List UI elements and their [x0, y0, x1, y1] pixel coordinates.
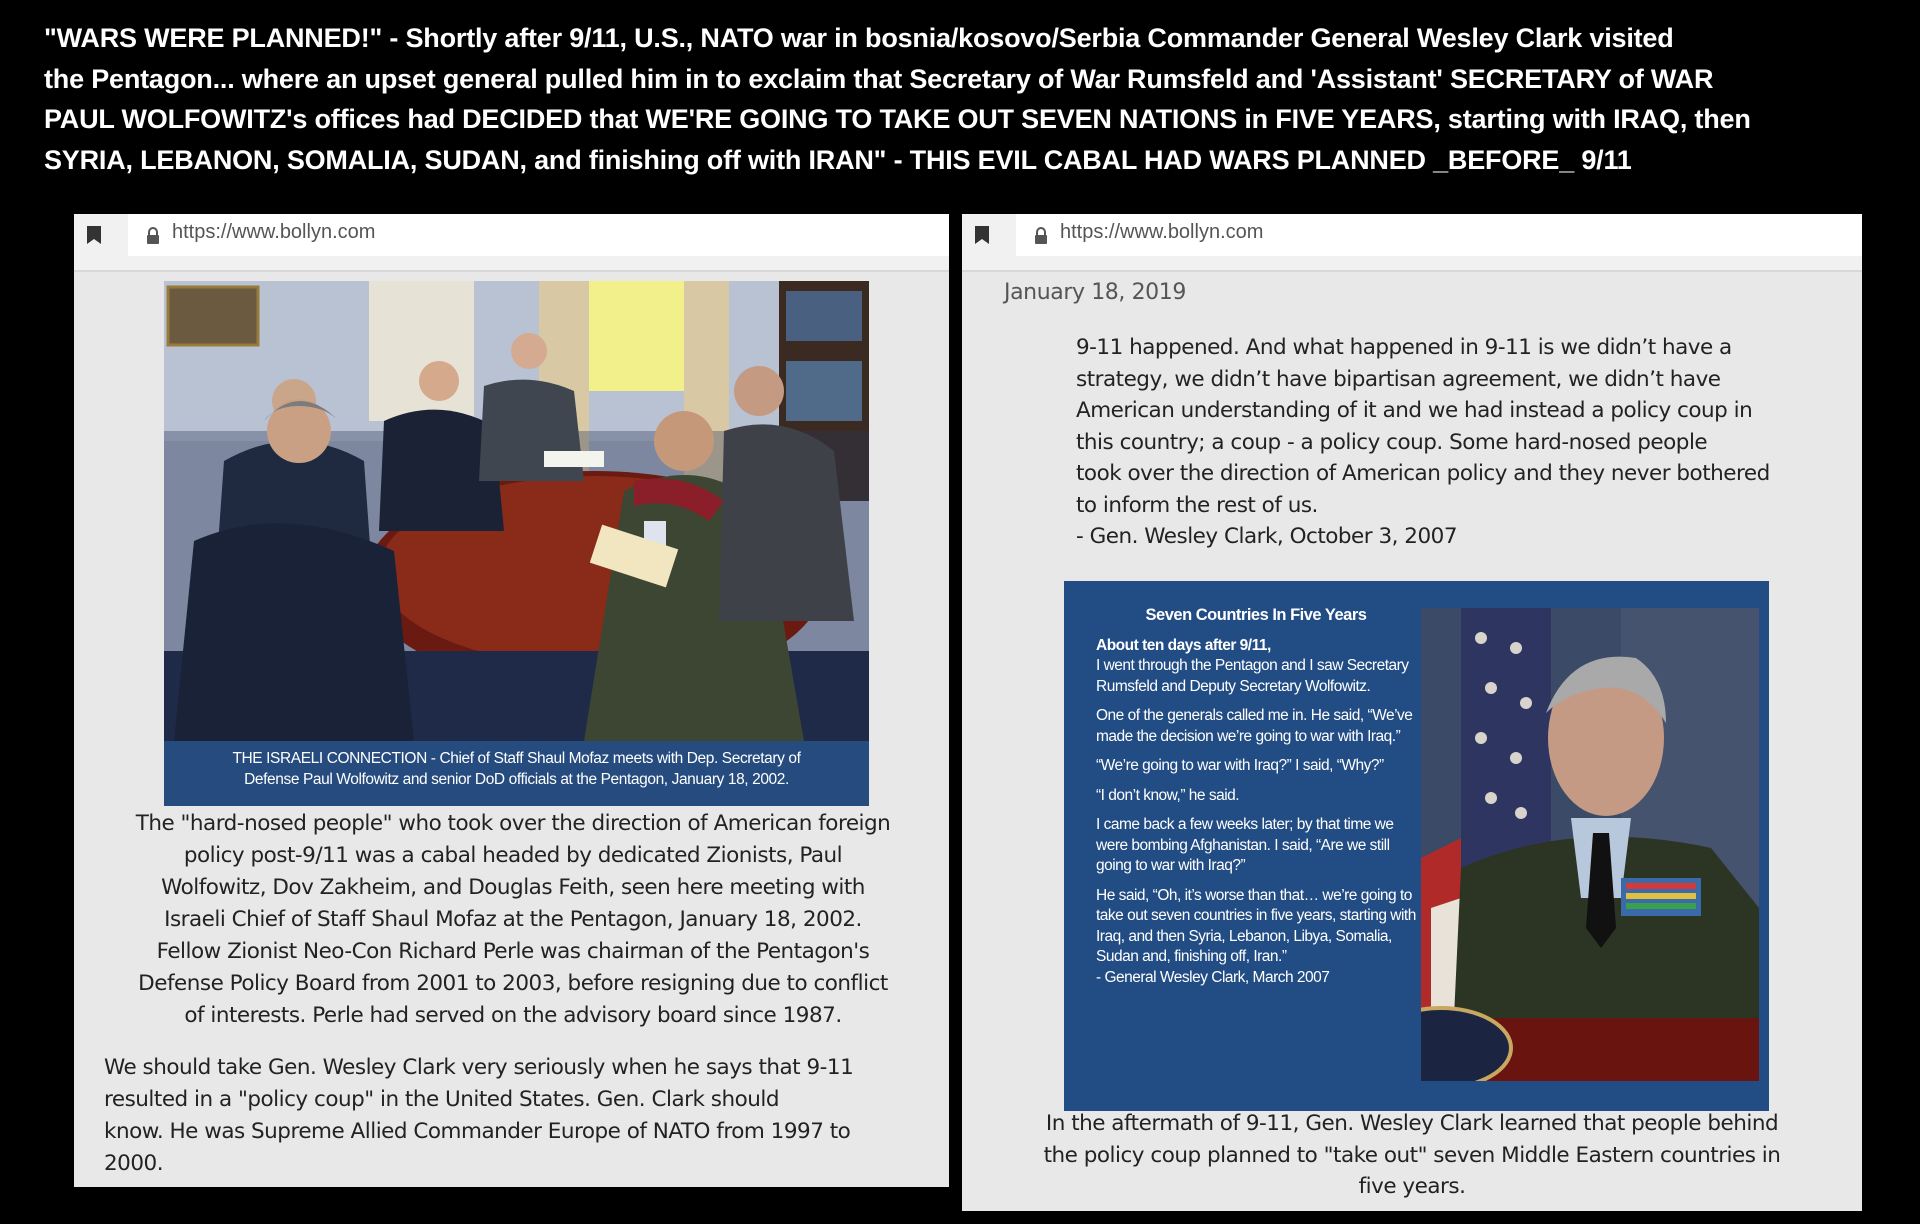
text-line: resulted in a "policy coup" in the United States. Gen. Clark should — [104, 1087, 779, 1112]
box-paragraph — [1096, 636, 1416, 698]
text-line: of interests. Perle had served on the advisory board since 1987. — [184, 1003, 842, 1028]
headline-line: "WARS WERE PLANNED!" - Shortly after 9/11, U.S., NATO war in bosnia/kosovo/Serbia Commander General Wesley Clark visited — [44, 23, 1674, 53]
text-line: took over the direction of American policy and they never bothered — [1076, 461, 1770, 486]
post-date: January 18, 2019 — [1004, 280, 1186, 305]
pentagon-meeting-photo — [164, 281, 869, 741]
bookmark-icon[interactable] — [974, 225, 990, 245]
text-line: In the aftermath of 9-11, Gen. Wesley Clark learned that people behind — [1045, 1111, 1779, 1136]
url-field[interactable] — [1016, 214, 1862, 256]
box-attribution: - General Wesley Clark, March 2007 — [1096, 968, 1330, 986]
box-title: Seven Countries In Five Years — [1145, 606, 1367, 624]
text-line: Defense Policy Board from 2001 to 2003, before resigning due to conflict — [138, 971, 888, 996]
bookmark-icon[interactable] — [86, 225, 102, 245]
photo-caption — [164, 741, 869, 806]
url-text: https://www.bollyn.com — [172, 221, 376, 243]
box-paragraph: “We’re going to war with Iraq?” I said, “Why?” — [1096, 757, 1384, 774]
url-field[interactable] — [128, 214, 949, 256]
url-text: https://www.bollyn.com — [1060, 221, 1264, 243]
text-line: Fellow Zionist Neo-Con Richard Perle was chairman of the Pentagon's — [156, 939, 870, 964]
text-line: strategy, we didn’t have bipartisan agreement, we didn’t have — [1076, 366, 1721, 392]
quote-attribution: - Gen. Wesley Clark, October 3, 2007 — [1076, 524, 1458, 549]
text-line: American understanding of it and we had instead a policy coup in — [1076, 398, 1753, 423]
left-browser-screenshot — [74, 214, 949, 1187]
lock-icon — [1034, 227, 1048, 245]
text-line: 2000. — [104, 1151, 164, 1176]
text-line: 9-11 happened. And what happened in 9-11 is we didn’t have a — [1076, 335, 1732, 360]
box-text-p6: He said, “Oh, it’s worse than that… we’re going to take out seven countries in five years, starting with Iraq, and then Syria, Lebanon, Libya, Somalia, Sudan and, finishing off, Iran.” — [1096, 886, 1416, 965]
address-bar — [962, 214, 1862, 272]
general-clark-photo — [1421, 608, 1759, 1081]
box-intro: I went through the Pentagon and I saw Secretary Rumsfeld and Deputy Secretary Wolfowitz. — [1096, 657, 1409, 695]
headline-line: PAUL WOLFOWITZ's offices had DECIDED that WE'RE GOING TO TAKE OUT SEVEN NATIONS in FIVE YEARS, starting with IRAQ, then — [44, 104, 1751, 134]
right-browser-screenshot — [962, 214, 1862, 1211]
box-paragraph: “I don’t know,” he said. — [1096, 786, 1240, 804]
lock-icon — [146, 227, 160, 245]
headline — [44, 18, 1894, 180]
text-line: this country; a coup - a policy coup. Some hard-nosed people — [1076, 429, 1708, 455]
address-bar — [74, 214, 949, 272]
headline-line: SYRIA, LEBANON, SOMALIA, SUDAN, and finishing off with IRAN" - THIS EVIL CABAL HAD WARS PLANNED _BEFORE_ 9/11 — [44, 144, 1632, 175]
text-line: five years. — [1358, 1174, 1466, 1199]
box-paragraph: I came back a few weeks later; by that time we were bombing Afghanistan. I said, “Are we still going to war with Iraq?” — [1096, 816, 1394, 874]
box-paragraph — [1096, 886, 1416, 989]
headline-line: the Pentagon... where an upset general pulled him in to exclaim that Secretary of War Rumsfeld and 'Assistant' SECRETARY of WAR — [44, 63, 1714, 94]
text-line: We should take Gen. Wesley Clark very seriously when he says that 9-11 — [104, 1055, 854, 1080]
text-line: know. He was Supreme Allied Commander Europe of NATO from 1997 to — [104, 1119, 851, 1144]
photo-caption-line: Defense Paul Wolfowitz and senior DoD officials at the Pentagon, January 18, 2002. — [244, 771, 789, 788]
bottom-caption — [992, 1108, 1832, 1203]
text-line: the policy coup planned to "take out" seven Middle Eastern countries in — [1043, 1142, 1781, 1168]
text-line: Wolfowitz, Dov Zakheim, and Douglas Feith, seen here meeting with — [161, 875, 865, 900]
text-line: to inform the rest of us. — [1076, 492, 1318, 518]
article-paragraph — [88, 808, 938, 1032]
text-line: Israeli Chief of Staff Shaul Mofaz at the Pentagon, January 18, 2002. — [164, 907, 862, 932]
box-intro-bold: About ten days after 9/11, — [1096, 636, 1271, 654]
box-text — [1096, 605, 1416, 988]
clark-quote — [1076, 332, 1836, 553]
text-line: policy post-9/11 was a cabal headed by dedicated Zionists, Paul — [183, 843, 843, 868]
photo-caption-line: THE ISRAELI CONNECTION - Chief of Staff Shaul Mofaz meets with Dep. Secretary of — [232, 750, 801, 767]
article-paragraph — [104, 1052, 934, 1180]
seven-countries-box — [1064, 581, 1769, 1111]
text-line: The "hard-nosed people" who took over the direction of American foreign — [135, 811, 891, 836]
box-paragraph: One of the generals called me in. He said, “We’ve made the decision we’re going to war with Iraq.” — [1096, 707, 1413, 745]
